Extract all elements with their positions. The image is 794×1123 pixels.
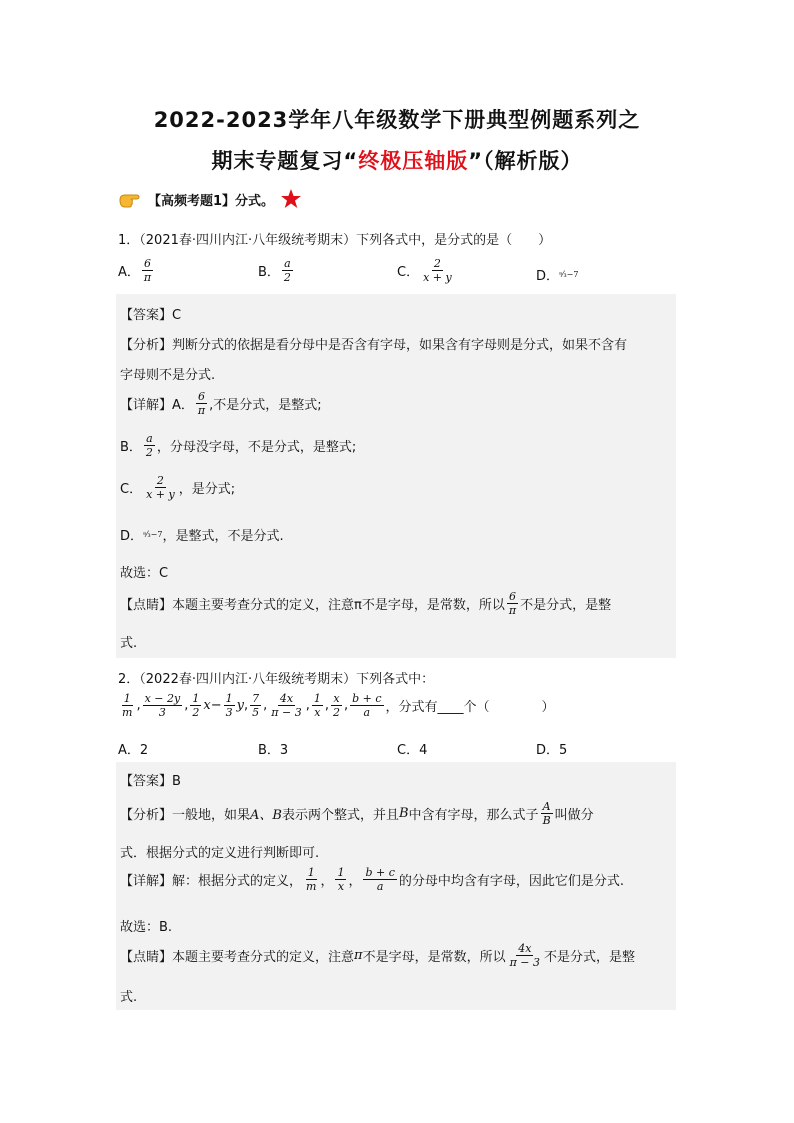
fraction: $\frac{b + c}{a}$ [365, 866, 395, 893]
q1-detail-b: B． $\frac{a}{2}$ ，分母没字母，不是分式，是整式; [120, 432, 357, 459]
fraction: $\frac{2}{x + y}$ [146, 474, 175, 501]
q1-analysis-line2: 字母则不是分式. [120, 368, 216, 383]
title-line2-highlight: 终极压轴版 [358, 149, 469, 173]
q1-analysis-line1: 【分析】判断分式的依据是看分母中是否含有字母，如果含有字母则是分式，如果不含有 [120, 338, 628, 353]
section-label: 【高频考题1】分式。 [148, 193, 275, 209]
fraction: $\frac{a}{2}$ [145, 432, 153, 459]
q1-detail-c: C． $\frac{2}{x + y}$ ，是分式; [120, 474, 236, 501]
fraction: $\frac{4x}{\pi - 3}$ [509, 942, 541, 969]
q1-comment-line2: 式. [120, 636, 138, 651]
fraction: $\frac{A}{B}$ [542, 800, 551, 827]
fraction: $\frac{x - 2y}{3}$ [144, 692, 181, 719]
fraction: $\frac{7}{5}$ [252, 692, 260, 719]
q1-detail-d: D． ᵃ⁄₃−7 ，是整式，不是分式. [120, 529, 284, 544]
fraction: $\frac{1}{3}$ [225, 692, 233, 719]
q2-comment-line2: 式. [120, 990, 138, 1005]
q2-option-b: B．3 [258, 743, 289, 758]
document-title-line1: 2022-2023学年八年级数学下册典型例题系列之 [153, 108, 641, 132]
fraction: $\frac{6}{\pi}$ [143, 257, 152, 284]
document-title-line2 [0, 145, 794, 175]
fraction: $\frac{2}{x + y}$ [423, 257, 452, 284]
fraction: $\frac{6}{\pi}$ [197, 390, 206, 417]
q2-option-a: A．2 [118, 743, 149, 758]
q2-answer: 【答案】B [120, 774, 181, 789]
fraction: $\frac{1}{x}$ [313, 692, 321, 719]
q2-analysis-line2: 式．根据分式的定义进行判断即可. [120, 846, 320, 861]
fraction: $\frac{a}{2}$ [283, 257, 291, 284]
q1-option-c: C． $\frac{2}{x + y}$ [397, 257, 452, 284]
q1-choose: 故选：C [120, 566, 169, 581]
fraction: $\frac{4x}{\pi - 3}$ [271, 692, 302, 719]
fraction: $\frac{1}{2}$ [192, 692, 200, 719]
q2-option-c: C．4 [397, 743, 428, 758]
q1-comment-line1: 【点睛】本题主要考查分式的定义，注意π不是字母，是常数，所以 $\frac{6}{\pi}$ 不是分式，是整 [120, 590, 612, 617]
q1-solution-box [116, 294, 676, 658]
q1-option-b: B． $\frac{a}{2}$ [258, 257, 291, 284]
q2-detail: 【详解】解：根据分式的定义， $\frac{1}{m}$ ， $\frac{1}{x}$ ， $\frac{b + c}{a}$ 的分母中均含有字母，因此它们是分式. [120, 866, 625, 893]
q2-option-d: D．5 [536, 743, 568, 758]
fraction: $\frac{1}{m}$ [306, 866, 317, 893]
fraction: $\frac{1}{m}$ [122, 692, 133, 719]
q2-choose: 故选：B. [120, 920, 173, 935]
q1-option-a: A． $\frac{6}{\pi}$ [118, 257, 152, 284]
fraction: $\frac{x}{2}$ [332, 692, 340, 719]
q2-solution-box [116, 762, 676, 1010]
title-line2-pre: 期末专题复习“ [211, 149, 359, 173]
title-line2-post: ”（解析版） [468, 149, 583, 173]
q2-expression-tail: ，分式有____个（ ） [385, 700, 555, 715]
fraction: $\frac{b + c}{a}$ [352, 692, 382, 719]
q2-stem: 2．（2022春·四川内江·八年级统考期末）下列各式中： [118, 672, 435, 687]
pointing-hand-icon [118, 188, 142, 210]
q1-option-d: D． ᵃ⁄₃−7 [536, 269, 579, 284]
star-icon [280, 188, 302, 210]
q1-stem: 1．（2021春·四川内江·八年级统考期末）下列各式中，是分式的是（ ） [118, 233, 552, 248]
section-heading [118, 188, 302, 210]
q2-expression-list: $\frac{1}{m}$ , $\frac{x - 2y}{3}$ , $\frac{1}{2}$ x − $\frac{1}{3}$ y , $\frac{7}{5}$ , $\frac{4x}{\pi - 3}$ , $\frac{1}{x}$ , $\frac{x}{2}$ , $\frac{b + c}{a}$ ，分式有____个（ ） [122, 692, 555, 719]
q1-answer: 【答案】C [120, 308, 182, 323]
q2-analysis-line1: 【分析】一般地，如果 A、B 表示两个整式，并且 B 中含有字母，那么式子 $\frac{A}{B}$ 叫做分 [120, 800, 594, 827]
fraction: $\frac{6}{\pi}$ [508, 590, 517, 617]
q2-comment-line1: 【点睛】本题主要考查分式的定义，注意 π 不是字母，是常数，所以 $\frac{4x}{\pi - 3}$ 不是分式，是整 [120, 942, 636, 969]
q1-detail-a: 【详解】A． $\frac{6}{\pi}$ ,不是分式，是整式; [120, 390, 322, 417]
fraction: $\frac{1}{x}$ [337, 866, 345, 893]
